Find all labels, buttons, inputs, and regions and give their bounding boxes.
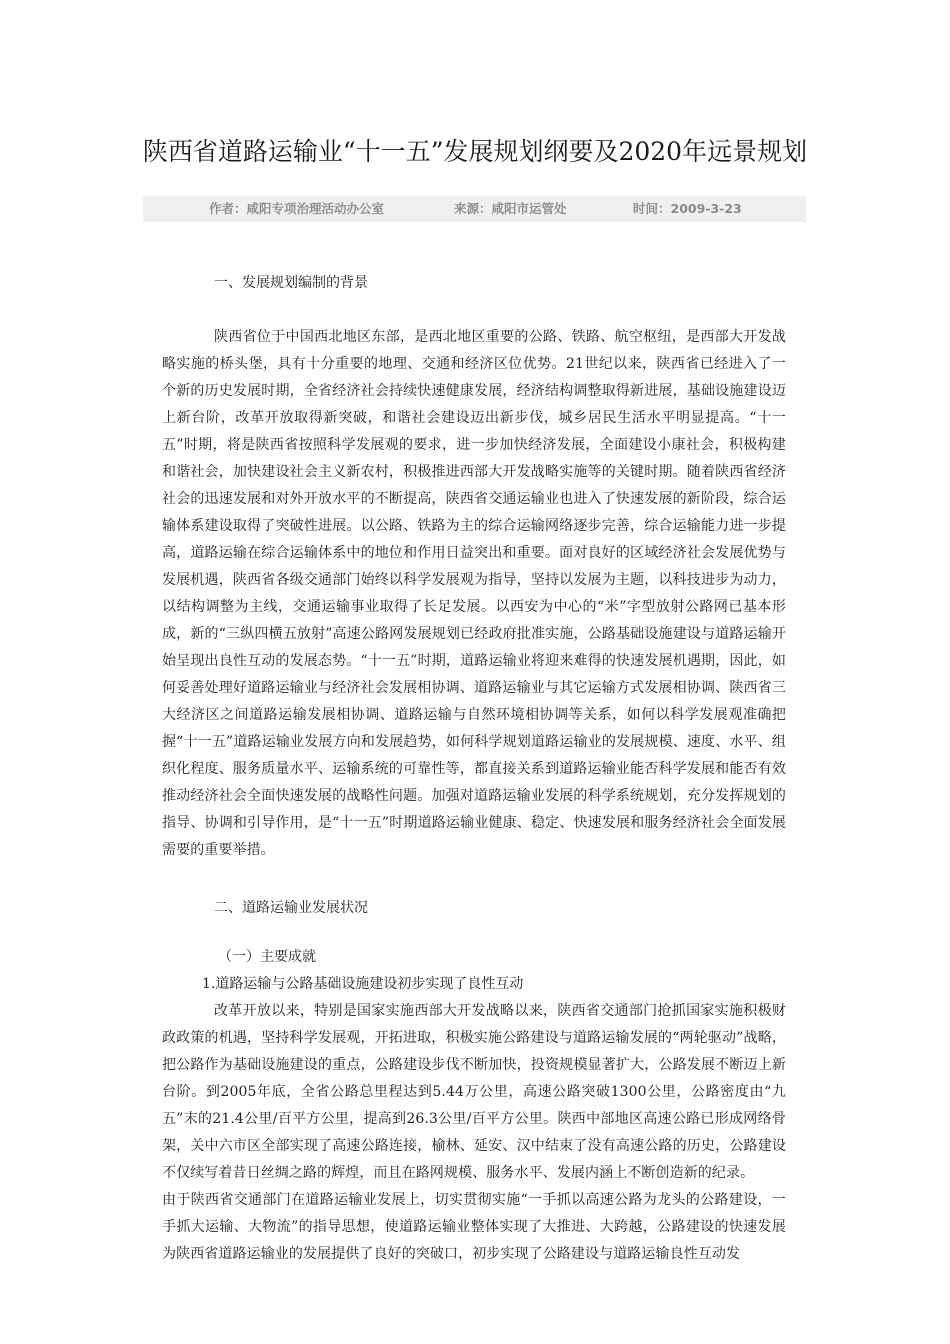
source-label: 来源：咸阳市运管处 (454, 201, 567, 216)
section-heading-background: 一、发展规划编制的背景 (214, 275, 368, 291)
subsection-heading-achievements: （一）主要成就 (218, 949, 316, 965)
article-body (162, 270, 786, 1268)
section-heading-status: 二、道路运输业发展状况 (214, 900, 368, 916)
article-meta-bar (143, 196, 806, 222)
section-background-paragraph: 陕西省位于中国西北地区东部，是西北地区重要的公路、铁路、航空枢纽，是西部大开发战略实施的桥头堡，具有十分重要的地理、交通和经济区位优势。21世纪以来，陕西省已经进入了一个新的历史发展时期，全省经济社会持续快速健康发展，经济结构调整取得新进展，基础设施建设迈上新台阶，改革开放取得新突破，和谐社会建设迈出新步伐，城乡居民生活水平明显提高。“十一五”时期，将是陕西省按照科学发展观的要求，进一步加快经济发展，全面建设小康社会，积极构建和谐社会，加快建设社会主义新农村，积极推进西部大开发战略实施等的关键时期。随着陕西省经济社会的迅速发展和对外开放水平的不断提高，陕西省交通运输业也进入了快速发展的新阶段，综合运输体系建设取得了突破性进展。以公路、铁路为主的综合运输网络逐步完善，综合运输能力进一步提高，道路运输在综合运输体系中的地位和作用日益突出和重要。面对良好的区域经济社会发展优势与发展机遇，陕西省各级交通部门始终以科学发展观为指导，坚持以发展为主题，以科技进步为动力，以结构调整为主线，交通运输事业取得了长足发展。以西安为中心的“米”字型放射公路网已基本形成，新的“三纵四横五放射”高速公路网发展规划已经政府批准实施，公路基础设施建设与道路运输开始呈现出良性互动的发展态势。“十一五”时期，道路运输业将迎来难得的快速发展机遇期，因此，如何妥善处理好道路运输业与经济社会发展相协调、道路运输业与其它运输方式发展相协调、陕西省三大经济区之间道路运输发展相协调、道路运输与自然环境相协调等关系，如何以科学发展观准确把握“十一五”道路运输业发展方向和发展趋势，如何科学规划道路运输业的发展规模、速度、水平、组织化程度、服务质量水平、运输系统的可靠性等，都直接关系到道路运输业能否科学发展和能否有效推动经济社会全面快速发展的战略性问题。加强对道路运输业发展的科学系统规划，充分发挥规划的指导、协调和引导作用，是“十一五”时期道路运输业健康、稳定、快速发展和服务经济社会全面发展需要的重要举措。 (162, 329, 786, 858)
item-heading-interaction: 1.道路运输与公路基础设施建设初步实现了良性互动 (202, 976, 524, 992)
interaction-paragraph: 由于陕西省交通部门在道路运输业发展上，切实贯彻实施“一手抓以高速公路为龙头的公路建设，一手抓大运输、大物流”的指导思想，使道路运输业整体实现了大推进、大跨越，公路建设的快速发展为陕西省道路运输业的发展提供了良好的突破口，初步实现了公路建设与道路运输良性互动发 (162, 1192, 786, 1262)
document-title: 陕西省道路运输业“十一五”发展规划纲要及2020年远景规划 (142, 137, 808, 166)
achievements-paragraph: 改革开放以来，特别是国家实施西部大开发战略以来，陕西省交通部门抢抓国家实施积极财政政策的机遇，坚持科学发展观，开拓进取，积极实施公路建设与道路运输发展的“两轮驱动”战略，把公路作为基础设施建设的重点，公路建设步伐不断加快，投资规模显著扩大，公路发展不断迈上新台阶。到2005年底，全省公路总里程达到5.44万公里，高速公路突破1300公里，公路密度由“九五”末的21.4公里/百平方公里，提高到26.3公里/百平方公里。陕西中部地区高速公路已形成网络骨架，关中六市区全部实现了高速公路连接，榆林、延安、汉中结束了没有高速公路的历史，公路建设不仅续写着昔日丝绸之路的辉煌，而且在路网规模、服务水平、发展内涵上不断创造新的纪录。 (162, 1003, 786, 1181)
author-label: 作者：咸阳专项治理活动办公室 (209, 201, 385, 216)
date-label: 时间：2009-3-23 (633, 201, 742, 216)
